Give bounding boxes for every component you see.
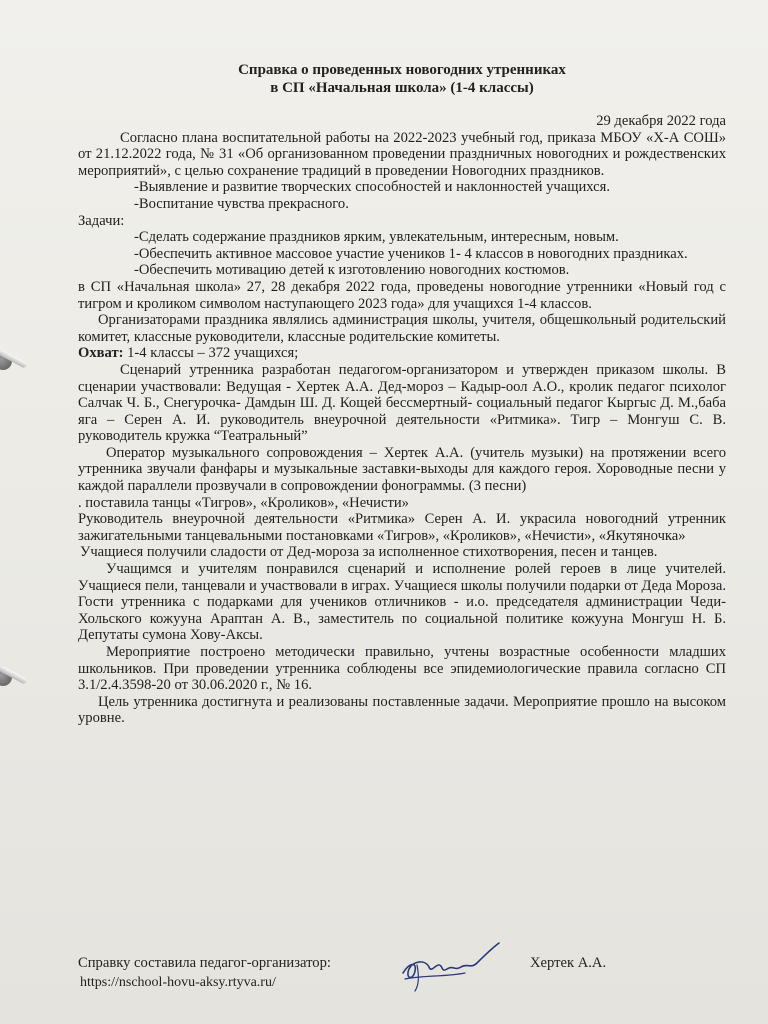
goal-item: -Выявление и развитие творческих способностей и наклонностей учащихся.	[134, 179, 611, 196]
scenario-paragraph: Сценарий утренника разработан педагогом-организатором и утвержден приказом школы. В сценарии участвовали: Ведущая - Хертек А.А. Дед-мороз – Кадыр-оол А.О., кролик педагог психолог Салчак Ч. Б., Снегурочка- Дамдын Ш. Д. Кощей бессмертный- социальный педагог Кыргыс Д. М.,баба яга – Серен А. И. руководитель внеурочной деятельности «Ритмика». Тигр – Монгуш С. В. руководитель кружка “Театральный”	[78, 361, 726, 445]
title-line-1: Справка о проведенных новогодних утренниках	[238, 62, 566, 78]
coverage-label: Охват:	[78, 345, 124, 362]
signer-name: Хертек А.А.	[530, 955, 607, 971]
school-url: https://nschool-hovu-aksy.rtyva.ru/	[80, 975, 276, 990]
rhythmics-paragraph: Руководитель внеурочной деятельности «Ритмика» Серен А. И. украсила новогодний утренник зажигательными танцевальными постановками «Тигров», «Кроликов», «Нечисти», «Якутяночка»	[78, 511, 726, 544]
conclusion-paragraph: Цель утренника достигнута и реализованы поставленные задачи. Мероприятие прошло на высоком уровне.	[78, 693, 726, 727]
task-item: -Обеспечить активное массовое участие учеников 1- 4 классов в новогодних праздниках.	[134, 245, 688, 262]
sweets-paragraph: Учащиеся получили сладости от Дед-мороза за исполненное стихотворения, песен и танцев.	[80, 544, 658, 561]
dances-line: . поставила танцы «Тигров», «Кроликов», «Нечисти»	[78, 494, 409, 511]
goal-item: -Воспитание чувства прекрасного.	[134, 195, 349, 212]
intro-paragraph: Согласно плана воспитательной работы на 2022-2023 учебный год, приказа МБОУ «Х-А СОШ» от 21.12.2022 года, № 31 «Об организованном проведении праздничных новогодних и рождественских мероприятий», с целью сохранение традиций в проведении Новогодних праздников.	[78, 129, 726, 179]
document-body	[78, 62, 726, 727]
handwritten-signature	[395, 935, 505, 995]
document-title	[78, 62, 726, 97]
signer-label: Справку составила педагог-организатор:	[78, 955, 331, 971]
task-item: -Обеспечить мотивацию детей к изготовлению новогодних костюмов.	[134, 262, 570, 279]
music-paragraph: Оператор музыкального сопровождения – Хертек А.А. (учитель музыки) на протяжении всего утренника звучали фанфары и музыкальные заставки-выходы для каждого героя. Хороводные песни у каждой параллели прозвучали в сопровождении фонограммы. (3 песни)	[78, 444, 726, 495]
organizers-paragraph: Организаторами праздника являлись администрация школы, учителя, общешкольный родительский комитет, классные руководители, классные родительские комитеты.	[78, 312, 726, 345]
coverage-value: 1-4 классы – 372 учащихся;	[123, 345, 299, 362]
event-paragraph: в СП «Начальная школа» 27, 28 декабря 2022 года, проведены новогодние утренники «Новый год с тигром и кроликом символом наступающего 2023 года» для учащихся 1-4 классов.	[78, 278, 726, 312]
methodology-paragraph: Мероприятие построено методически правильно, учтены возрастные особенности младших школьников. При проведении утренника соблюдены все эпидемиологические правила согласно СП 3.1/2.4.3598-20 от 30.06.2020 г., № 16.	[78, 644, 726, 694]
task-item: -Сделать содержание праздников ярким, увлекательным, интересным, новым.	[134, 229, 619, 246]
coverage-line	[78, 345, 726, 362]
title-line-2: в СП «Начальная школа» (1-4 классы)	[270, 79, 534, 96]
document-date: 29 декабря 2022 года	[596, 113, 726, 129]
feedback-paragraph: Учащимся и учителям понравился сценарий и исполнение ролей героев в лице учителей. Учащиеся пели, танцевали и участвовали в играх. Учащиеся школы получили подарки от Деда Мороза. Гости утренника с подарками для учеников отличников - и.о. председателя администрации Чеди-Хольского кожууна Арaптан А. В., заместитель по социальной политике кожууна Монгуш Н. Б. Депутаты сумона Хову-Аксы.	[78, 561, 726, 644]
tasks-label: Задачи:	[78, 212, 125, 229]
